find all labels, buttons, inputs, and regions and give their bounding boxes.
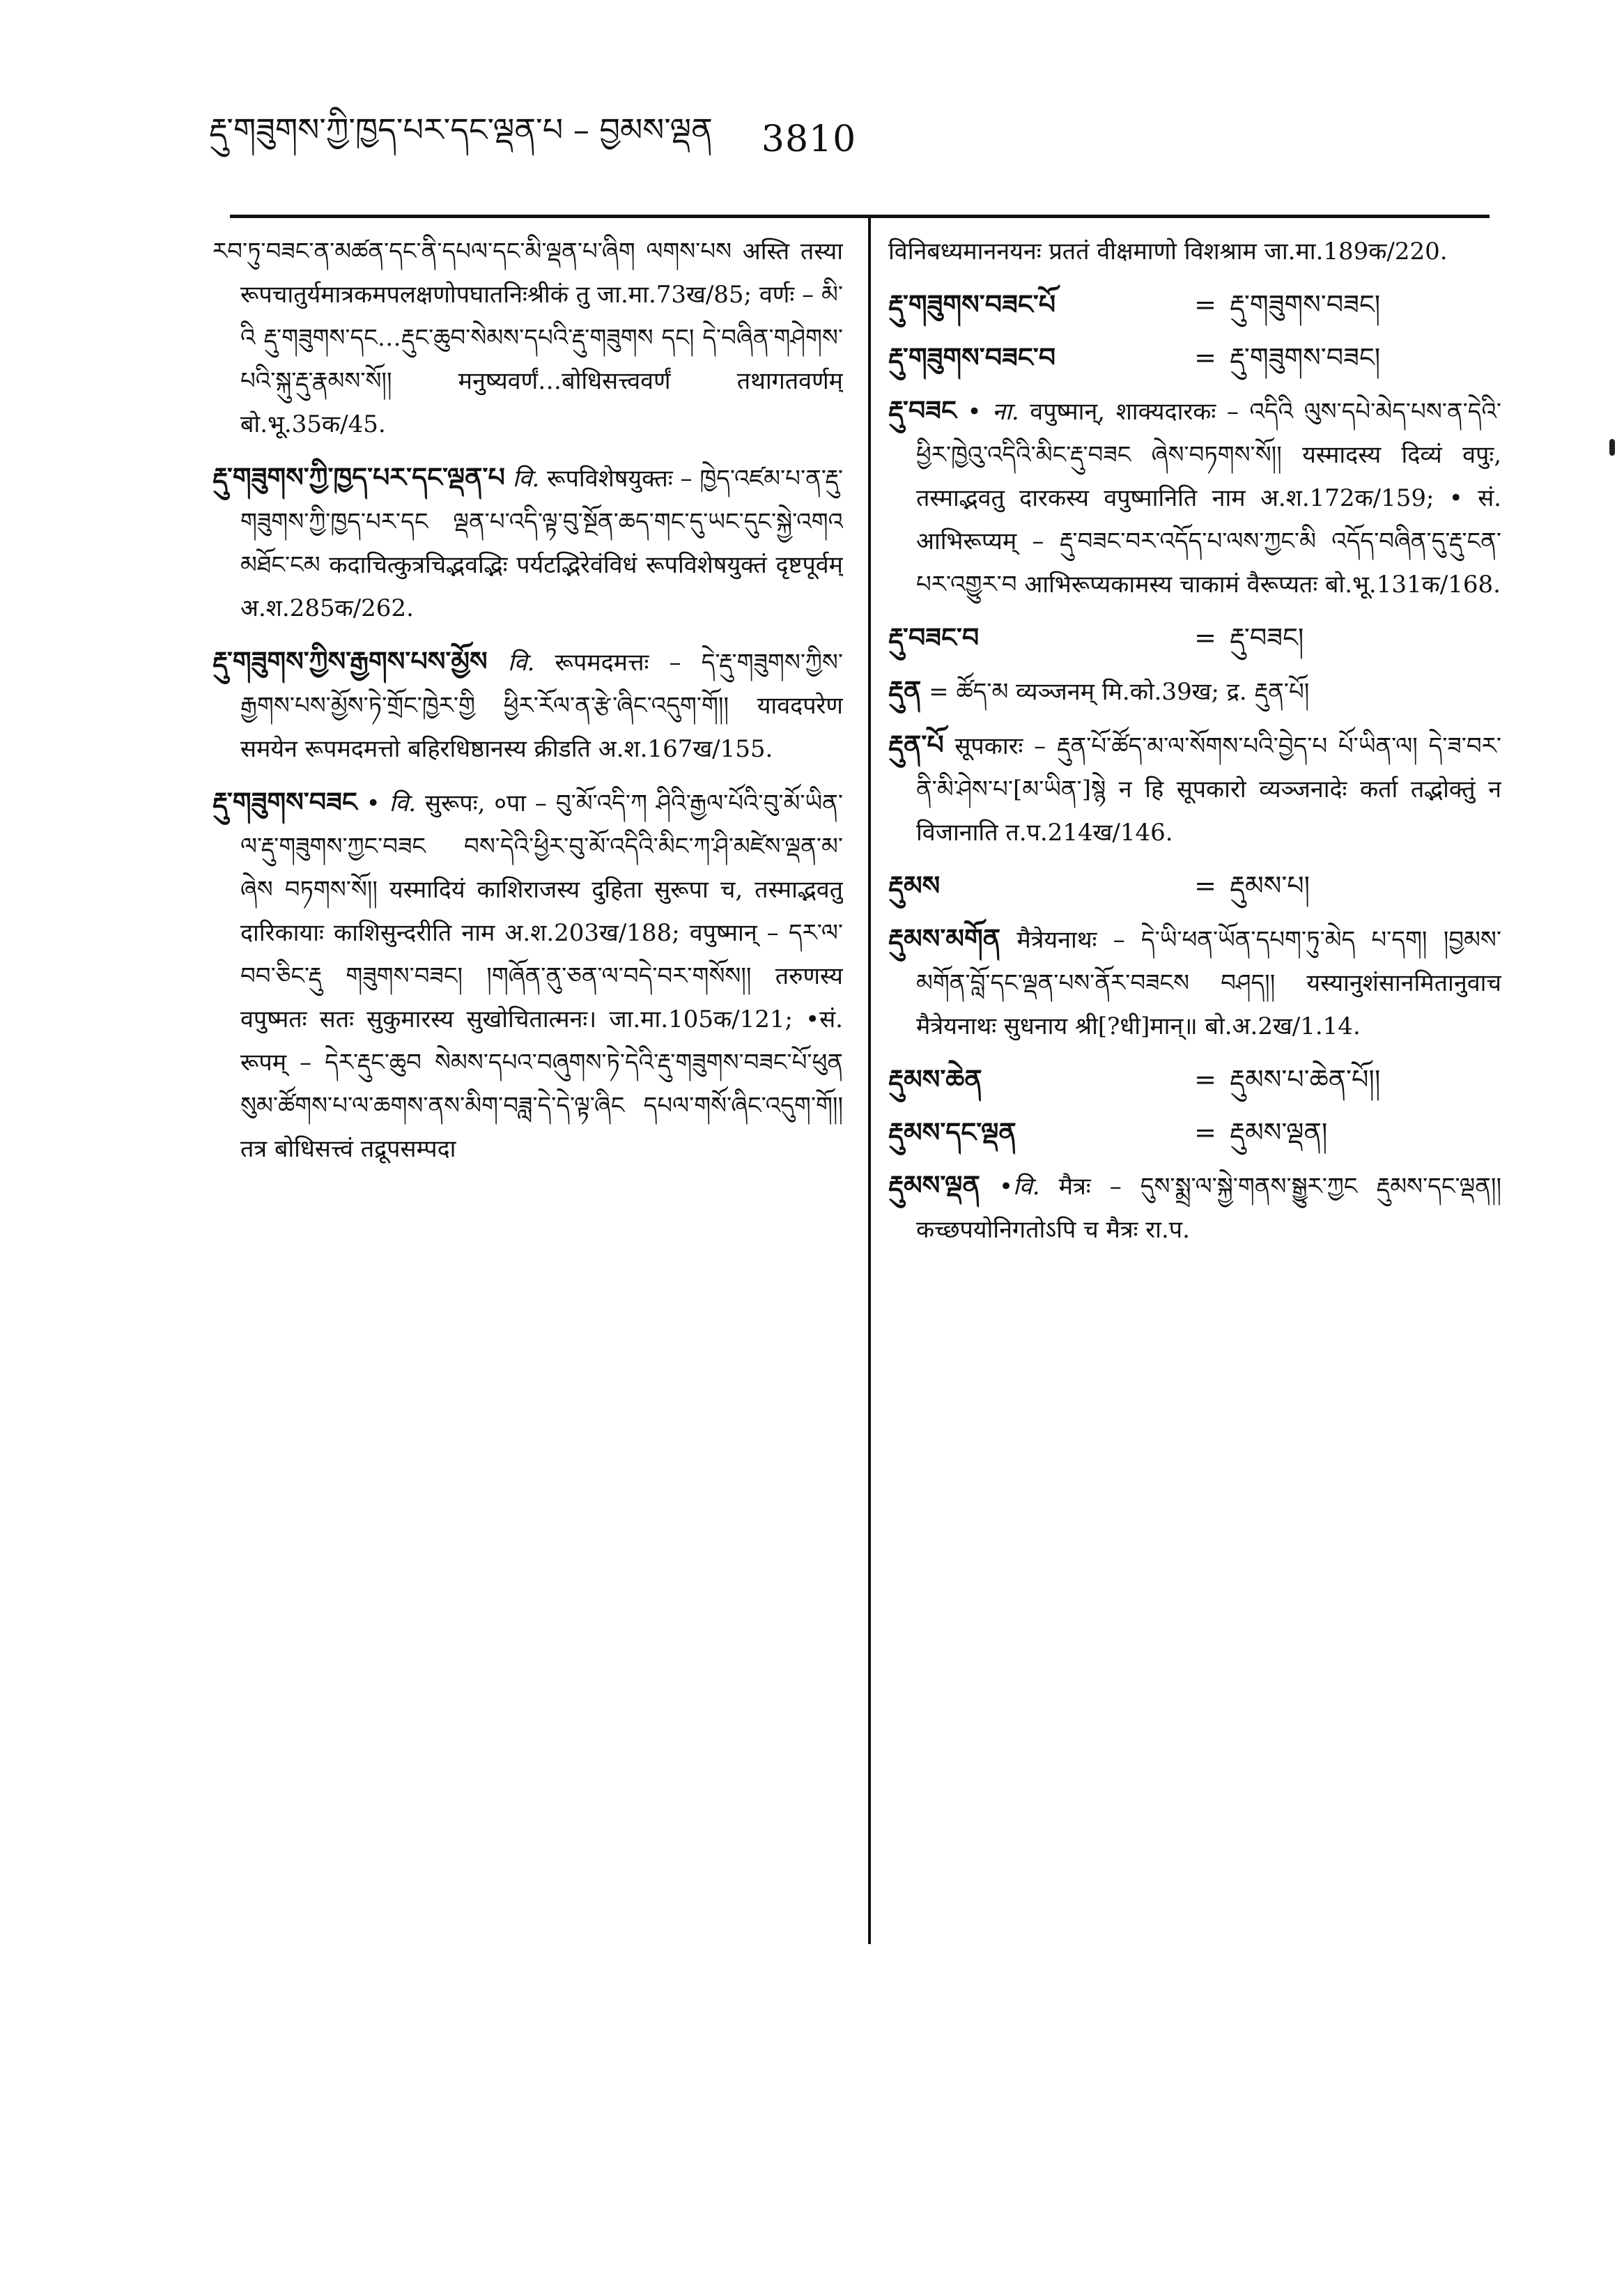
cross-reference-entry	[888, 283, 1501, 326]
right-column	[888, 230, 1501, 1951]
entry-headword: རྡུ་གཟུགས་བཟང་པོ	[888, 288, 1056, 320]
cross-reference-entry	[888, 1058, 1501, 1101]
cross-reference-target: རྡུམས་ལྡན།	[1230, 1117, 1328, 1148]
header-rule	[230, 215, 1490, 218]
equals-sign: =	[1194, 622, 1216, 653]
part-of-speech: • वि.	[366, 789, 417, 817]
equals-sign: =	[1194, 1064, 1216, 1095]
entry-headword: རྡུ་བཟང་བ	[888, 622, 980, 653]
dictionary-entry	[888, 917, 1501, 1048]
entry-text: वपुष्मान्, शाक्यदारकः – འདིའི ལུས་དཔེ་མེད་པས་ན་དེའི་ཕྱིར་ཁྱེའུ་འདིའི་མིང་རྡུ་བཟང ཞེས་བཏགས་སོ།། यस्मादस्य दिव्यं वपुः, तस्माद्भवतु दारकस्य वपुष्मानिति नाम अ.श.172क/159; • सं. आभिरूप्यम् – རྡུ་བཟང་བར་འདོད་པ་ལས་ཀྱང་མི འདོད་བཞིན་དུ་རྡུ་ངན་པར་འགྱུར་བ आभिरूप्यकामस्य चाकामं वैरूप्यतः बो.भू.131क/168.	[916, 398, 1501, 599]
cross-reference-entry	[888, 336, 1501, 379]
entry-text: मैत्रः – དུས་སྨྲ་ལ་སྐྱེ་གནས་སྒྱུར་ཀྱང རྡུམས་དང་ལྡན།། कच्छपयोनिगतोऽपि च मैत्रः रा.प.	[916, 1173, 1501, 1244]
entry-headword: རྡུམས	[888, 870, 941, 901]
cross-reference-entry	[888, 1111, 1501, 1154]
dictionary-entry	[888, 669, 1501, 714]
dictionary-entry	[888, 389, 1501, 606]
dictionary-entry	[888, 723, 1501, 854]
entry-headword: རྡུམས་མགོན	[888, 923, 1001, 954]
page-number: 3810	[761, 118, 857, 160]
entry-headword: རྡུ་གཟུགས་ཀྱི་ཁྱད་པར་དང་ལྡན་པ	[212, 461, 505, 493]
entry-text: सूपकारः – རྡུན་པོ་ཚོད་མ་ལ་སོགས་པའི་བྱེད་པ པོ་ཡིན་ལ། དེ་ཟ་བར་ནི་མི་ཤེས་པ་[མ་ཡིན་]སྙེ न हि सूपकारो व्यञ्जनादेः कर्ता तद्भोक्तुं न विजानाति त.प.214ख/146.	[916, 732, 1501, 847]
entry-headword: རྡུན་པོ	[888, 729, 944, 760]
equals-sign: =	[1194, 870, 1216, 901]
column-divider	[868, 216, 871, 1944]
equals-sign: =	[1194, 289, 1216, 320]
cross-reference-target: རྡུ་གཟུགས་བཟང།	[1230, 289, 1381, 320]
entry-headword: རྡུ་གཟུགས་བཟང	[212, 786, 357, 817]
left-column	[212, 230, 843, 1951]
cross-reference-entry	[888, 616, 1501, 659]
running-title: རྡུ་གཟུགས་ཀྱི་ཁྱད་པར་དང་ལྡན་པ – བྱམས་ལྡན	[209, 110, 713, 148]
dictionary-entry	[212, 230, 843, 446]
entry-text: विनिबध्यमाननयनः प्रततं वीक्षमाणो विशश्राम जा.मा.189क/220.	[888, 238, 1448, 265]
cross-reference-target: རྡུ་བཟང།	[1230, 622, 1304, 653]
dictionary-entry	[888, 1164, 1501, 1251]
part-of-speech: •वि.	[998, 1173, 1040, 1201]
part-of-speech: वि.	[512, 465, 540, 493]
cross-reference-target: རྡུམས་པ་ཆེན་པོ།།	[1230, 1064, 1381, 1095]
cross-reference-target: རྡུམས་པ།	[1230, 870, 1310, 901]
equals-sign: =	[1194, 1117, 1216, 1148]
dictionary-entry	[212, 640, 843, 771]
cross-reference-target: རྡུ་གཟུགས་བཟང།	[1230, 342, 1381, 373]
entry-text: རབ་ཏུ་བཟང་ན་མཚན་དང་ནི་དཔལ་དང་མི་ལྡན་པ་ཞིག ལགས་པས अस्ति तस्या रूपचातुर्यमात्रकमपलक्षणोपघातनिःश्रीकं तु जा.मा.73ख/85; वर्णः – མི་འི རྡུ་གཟུགས་དང…རྡུང་ཆུབ་སེམས་དཔའི་རྡུ་གཟུགས དང། དེ་བཞིན་གཤེགས་པའི་སྐུ་རྡུ་རྣམས་སོ།། मनुष्यवर्णं…बोधिसत्त्ववर्णं तथागतवर्णम् बो.भू.35क/45.	[212, 238, 843, 438]
entry-text: सुरूपः, ०पा – བུ་མོ་འདི་ཀ ཤིའི་རྒྱལ་པོའི་བུ་མོ་ཡིན་ལ་རྡུ་གཟུགས་ཀྱང་བཟང བས་དེའི་ཕྱིར་བུ་མོ་འདིའི་མིང་ཀ་ཤི་མཛེས་ལྡན་མ་ཞེས བཏགས་སོ།། यस्मादियं काशिराजस्य दुहिता सुरूपा च, तस्माद्भवतु दारिकायाः काशिसुन्दरीति नाम अ.श.203ख/188; वपुष्मान् – དར་ལ་བབ་ཅིང་རྡུ གཟུགས་བཟང། །གཞོན་ནུ་ཅན་ལ་བདེ་བར་གསོས།། तरुणस्य वपुष्मतः सतः सुकुमारस्य सुखोचितात्मनः। जा.मा.105क/121; •सं. रूपम् – དེར་རྡུང་ཆུབ སེམས་དཔའ་བཞུགས་ཏེ་དེའི་རྡུ་གཟུགས་བཟང་པོ་ཕུན སུམ་ཚོགས་པ་ལ་ཆགས་ནས་མིག་བཟླ་དེ་དེ་ལྟ་ཞིང དཔལ་གསོ་ཞིང་འདུག་གོ།། तत्र बोधिसत्त्वं तद्रूपसम्पदा	[240, 789, 843, 1163]
equals-sign: =	[1194, 342, 1216, 373]
entry-text: मैत्रेयनाथः – དེ་ཡི་ཕན་ཡོན་དཔག་ཏུ་མེད པ་དག། །བྱམས་མགོན་བློ་དང་ལྡན་པས་ནོར་བཟངས བཤད།། यस्यानुशंसानमितानुवाच मैत्रेयनाथः सुधनाय श्री[?धी]मान्॥ बो.अ.2ख/1.14.	[916, 926, 1501, 1040]
dictionary-entry	[212, 456, 843, 630]
entry-text: = ཚོད་མ व्यञ्जनम् मि.को.39ख; द्र. རྡུན་པོ།	[929, 678, 1310, 706]
running-head	[209, 111, 975, 167]
entry-headword: རྡུམས་ཆེན	[888, 1063, 982, 1095]
entry-headword: རྡུན	[888, 675, 922, 706]
entry-headword: རྡུ་གཟུགས་ཀྱིས་རྒྱགས་པས་མྱོས	[212, 645, 488, 677]
dictionary-entry	[212, 780, 843, 1171]
entry-headword: རྡུ་བཟང	[888, 394, 957, 426]
dictionary-entry	[888, 230, 1501, 273]
entry-headword: རྡུམས་ལྡན	[888, 1169, 980, 1201]
entry-text: रूपमदमत्तः – དེ་རྡུ་གཟུགས་ཀྱིས་རྒྱགས་པས་མྱོས་ཏེ་གྲོང་ཁྱེར་གྱི ཕྱིར་རོལ་ན་རྩེ་ཞིང་འདུག་གོ།། यावदपरेण समयेन रूपमदमत्तो बहिरधिष्ठानस्य क्रीडति अ.श.167ख/155.	[240, 649, 843, 763]
part-of-speech: वि.	[507, 649, 535, 677]
part-of-speech: • ना.	[967, 398, 1019, 426]
entry-headword: རྡུམས་དང་ལྡན	[888, 1116, 1016, 1148]
margin-mark	[1609, 439, 1615, 456]
entry-text: रूपविशेषयुक्तः – ཁྱེད་འཛམ་པ་ན་རྡུ་གཟུགས་ཀྱི་ཁྱད་པར་དང ལྡན་པ་འདི་ལྟ་བུ་སྔོན་ཆད་གང་དུ་ཡང་དུང་སྐྱེ་འགའ མཐོང་ངམ कदाचित्कुत्रचिद्भवद्भिः पर्यटद्भिरेवंविधं रूपविशेषयुक्तं दृष्टपूर्वम् अ.श.285क/262.	[240, 465, 843, 622]
cross-reference-entry	[888, 864, 1501, 907]
entry-headword: རྡུ་གཟུགས་བཟང་བ	[888, 341, 1056, 373]
